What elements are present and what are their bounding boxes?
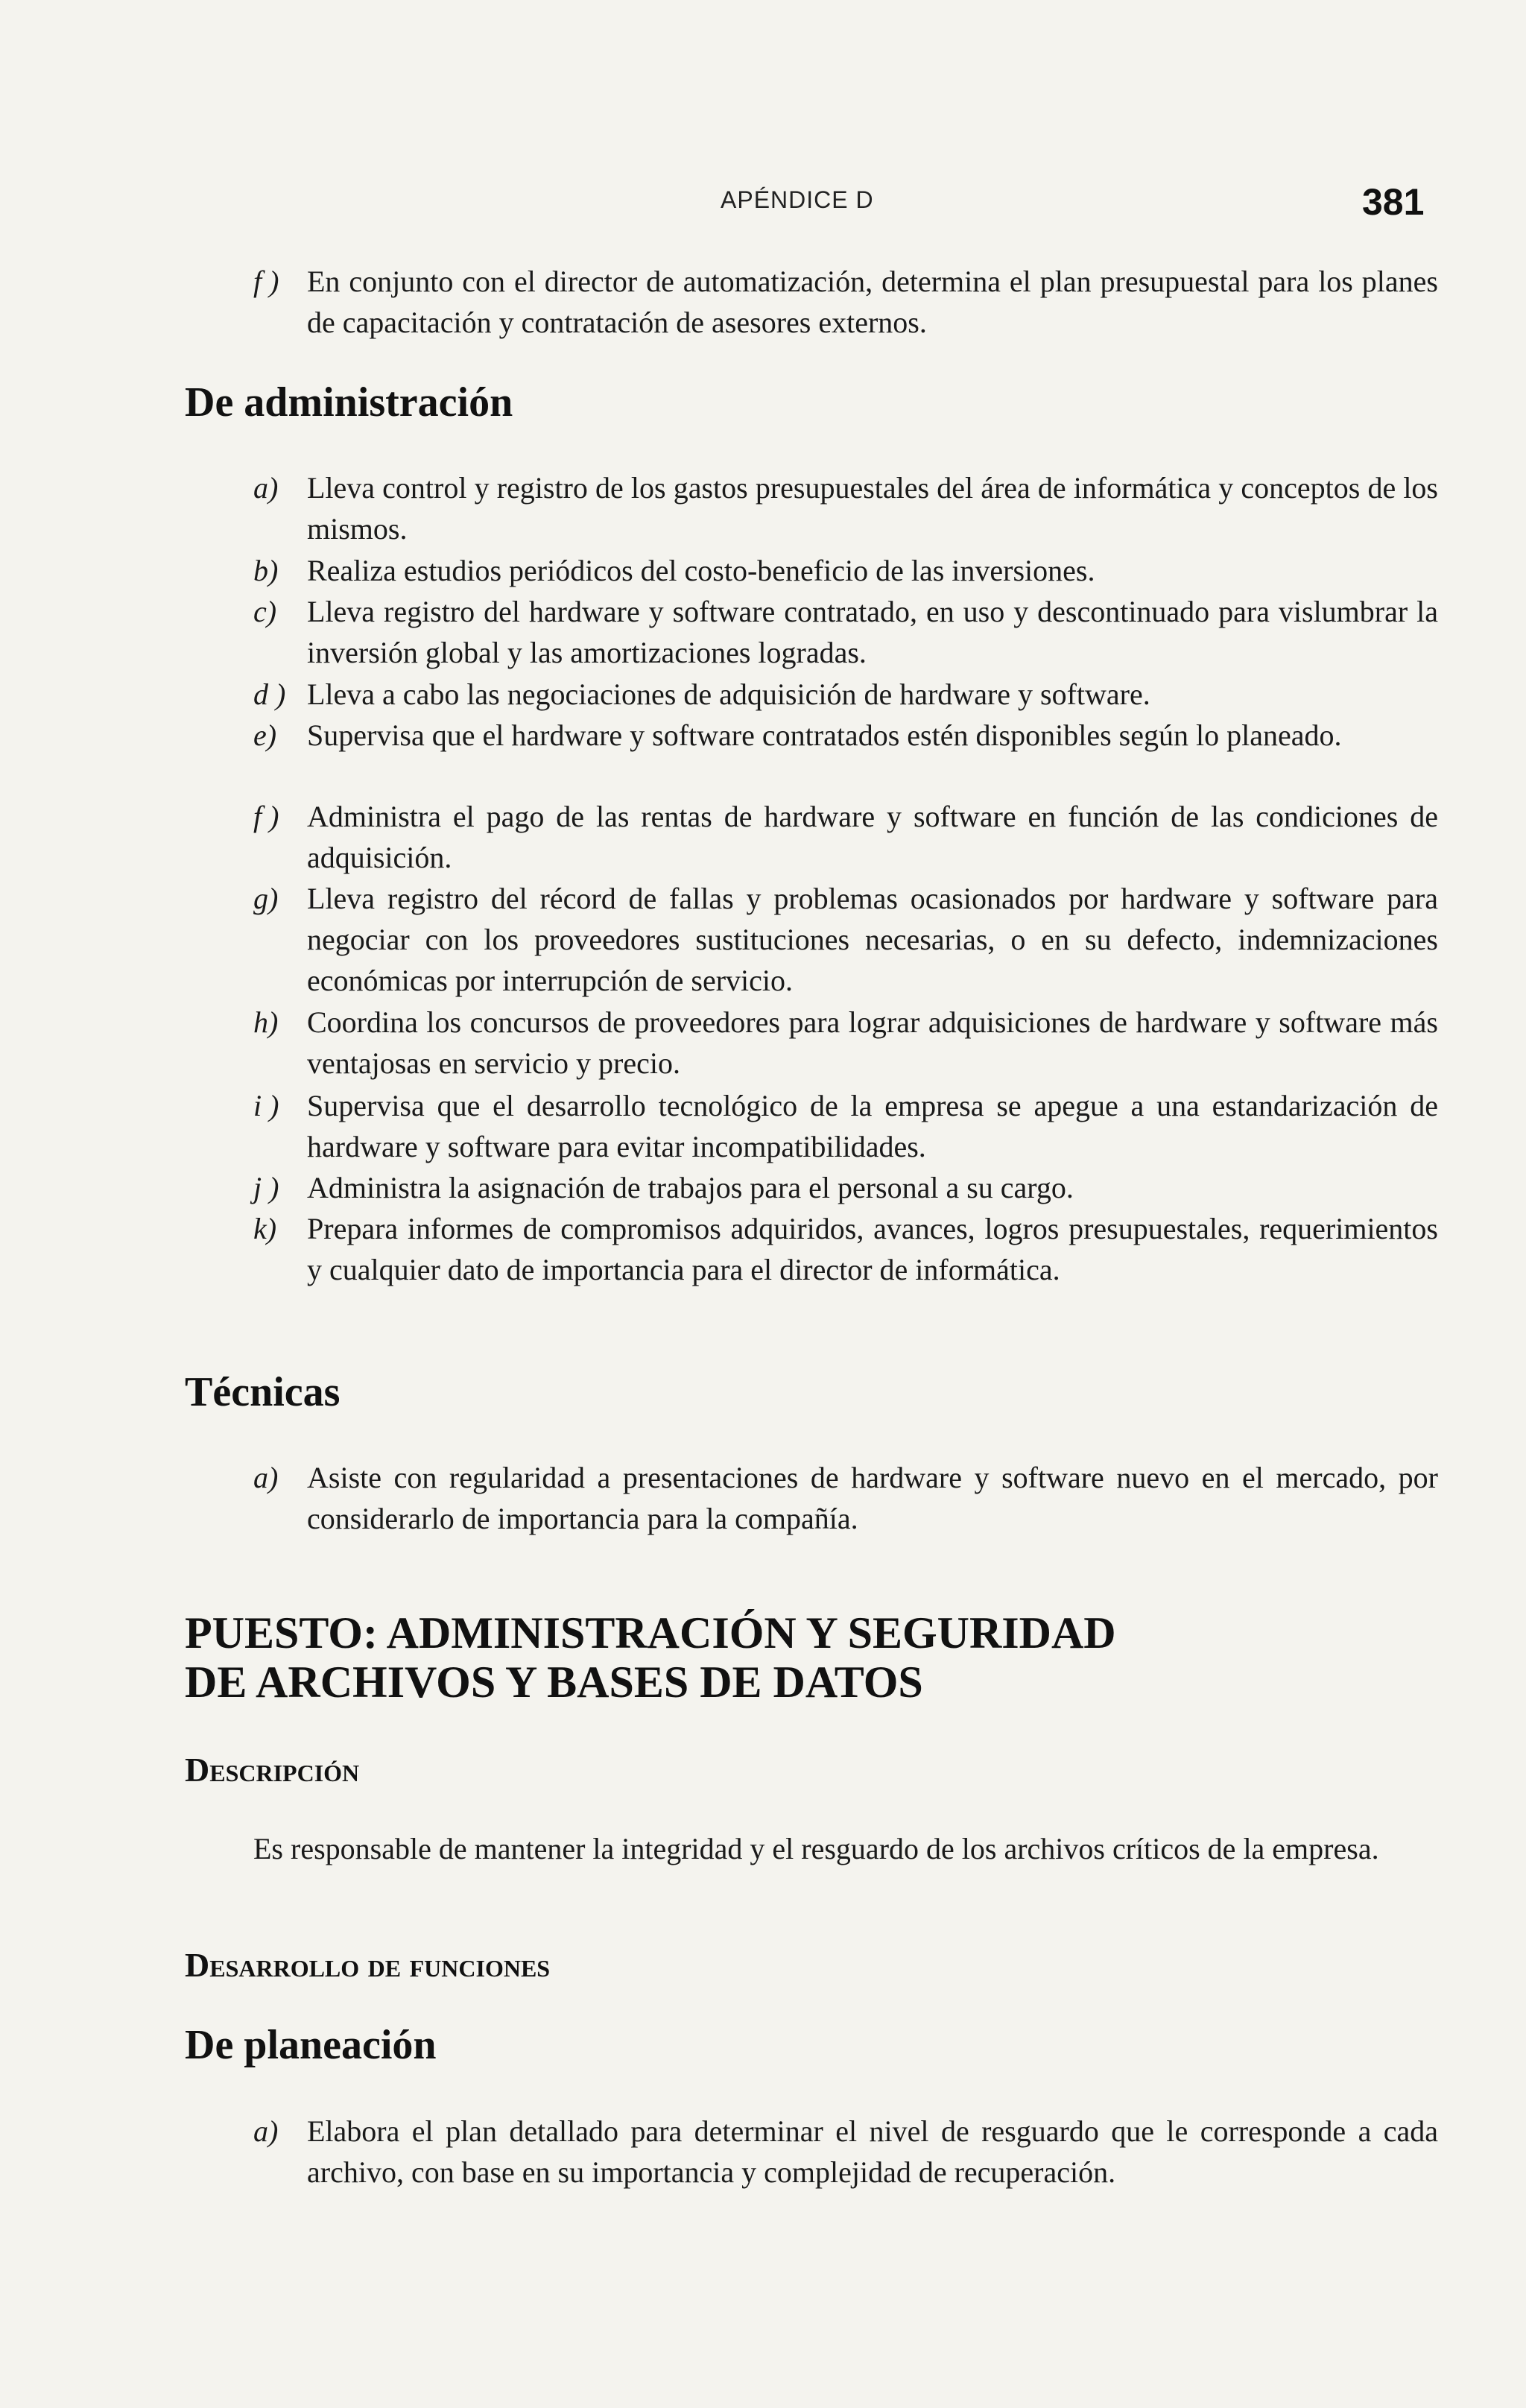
list-item-text: Realiza estudios periódicos del costo-beneficio de las inversiones. (307, 554, 1095, 587)
list-marker: b) (253, 554, 279, 587)
list-item-admin-b (253, 550, 1438, 591)
list-item-text: Asiste con regularidad a presentaciones de hardware y software nuevo en el mercado, por considerarlo de importancia para la compañía. (307, 1461, 1438, 1535)
list-marker: a) (253, 471, 279, 505)
descripcion-paragraph: Es responsable de mantener la integridad y el resguardo de los archivos críticos de la empresa. (253, 1832, 1379, 1865)
list-marker: j ) (253, 1171, 279, 1204)
list-item-text: Coordina los concursos de proveedores para lograr adquisiciones de hardware y software más ventajosas en servicio y precio. (307, 1005, 1438, 1080)
section-heading-planeacion: De planeación (185, 2022, 437, 2068)
list-marker: h) (253, 1005, 279, 1039)
list-marker: e) (253, 718, 277, 752)
page-header (0, 180, 1526, 225)
list-item-admin-j (253, 1167, 1438, 1208)
list-item-text: Lleva a cabo las negociaciones de adquisición de hardware y software. (307, 677, 1150, 711)
puesto-title (185, 1608, 1116, 1707)
section-heading-administracion: De administración (185, 379, 513, 426)
list-item-tecnicas-a (253, 1457, 1438, 1539)
list-item-text: En conjunto con el director de automatización, determina el plan presupuestal para los planes de capacitación y contratación de asesores externos. (307, 265, 1438, 339)
list-item-admin-c (253, 591, 1438, 673)
list-marker: g) (253, 882, 279, 915)
list-item-text: Supervisa que el hardware y software contratados estén disponibles según lo planeado. (307, 718, 1342, 752)
list-item-text: Supervisa que el desarrollo tecnológico de la empresa se apegue a una estandarización de hardware y software para evitar incompatibilidades. (307, 1089, 1438, 1163)
list-item-admin-g (253, 878, 1438, 1001)
desarrollo-heading: Desarrollo de funciones (185, 1946, 551, 1984)
list-item-admin-d (253, 674, 1438, 715)
list-item-text: Lleva registro del hardware y software contratado, en uso y descontinuado para vislumbrar la inversión global y las amortizaciones logradas. (307, 595, 1438, 669)
list-item-planeacion-a (253, 2111, 1438, 2193)
puesto-title-line-2: DE ARCHIVOS Y BASES DE DATOS (185, 1658, 923, 1707)
list-item-admin-f (253, 796, 1438, 878)
list-marker: i ) (253, 1089, 279, 1122)
list-item-text: Administra la asignación de trabajos para el personal a su cargo. (307, 1171, 1074, 1204)
list-marker: f ) (253, 265, 279, 298)
list-item-text: Lleva control y registro de los gastos presupuestales del área de informática y conceptos de los mismos. (307, 471, 1438, 546)
running-head: APÉNDICE D (721, 186, 874, 213)
section-heading-tecnicas: Técnicas (185, 1369, 341, 1415)
list-item-text: Elabora el plan detallado para determinar el nivel de resguardo que le corresponde a cada archivo, con base en su importancia y complejidad de recuperación. (307, 2114, 1438, 2189)
list-marker: f ) (253, 800, 279, 833)
descripcion-heading: Descripción (185, 1751, 360, 1789)
list-item-text: Prepara informes de compromisos adquiridos, avances, logros presupuestales, requerimientos y cualquier dato de importancia para el director de informática. (307, 1212, 1438, 1286)
page-number: 381 (1362, 181, 1425, 223)
list-item-admin-i (253, 1085, 1438, 1167)
list-marker: c) (253, 595, 277, 628)
puesto-title-line-1: PUESTO: ADMINISTRACIÓN Y SEGURIDAD (185, 1608, 1116, 1658)
list-marker: a) (253, 2114, 279, 2148)
list-item-text: Lleva registro del récord de fallas y problemas ocasionados por hardware y software para negociar con los proveedores sustituciones necesarias, o en su defecto, indemnizaciones económicas por interrupción de servicio. (307, 882, 1438, 997)
list-item-admin-e (253, 715, 1438, 756)
list-item-admin-h (253, 1002, 1438, 1084)
list-item-intro-f (253, 261, 1438, 343)
list-item-text: Administra el pago de las rentas de hardware y software en función de las condiciones de adquisición. (307, 800, 1438, 874)
list-marker: d ) (253, 677, 286, 711)
list-item-admin-a (253, 467, 1438, 549)
list-item-admin-k (253, 1208, 1438, 1290)
list-marker: a) (253, 1461, 279, 1494)
list-marker: k) (253, 1212, 277, 1245)
